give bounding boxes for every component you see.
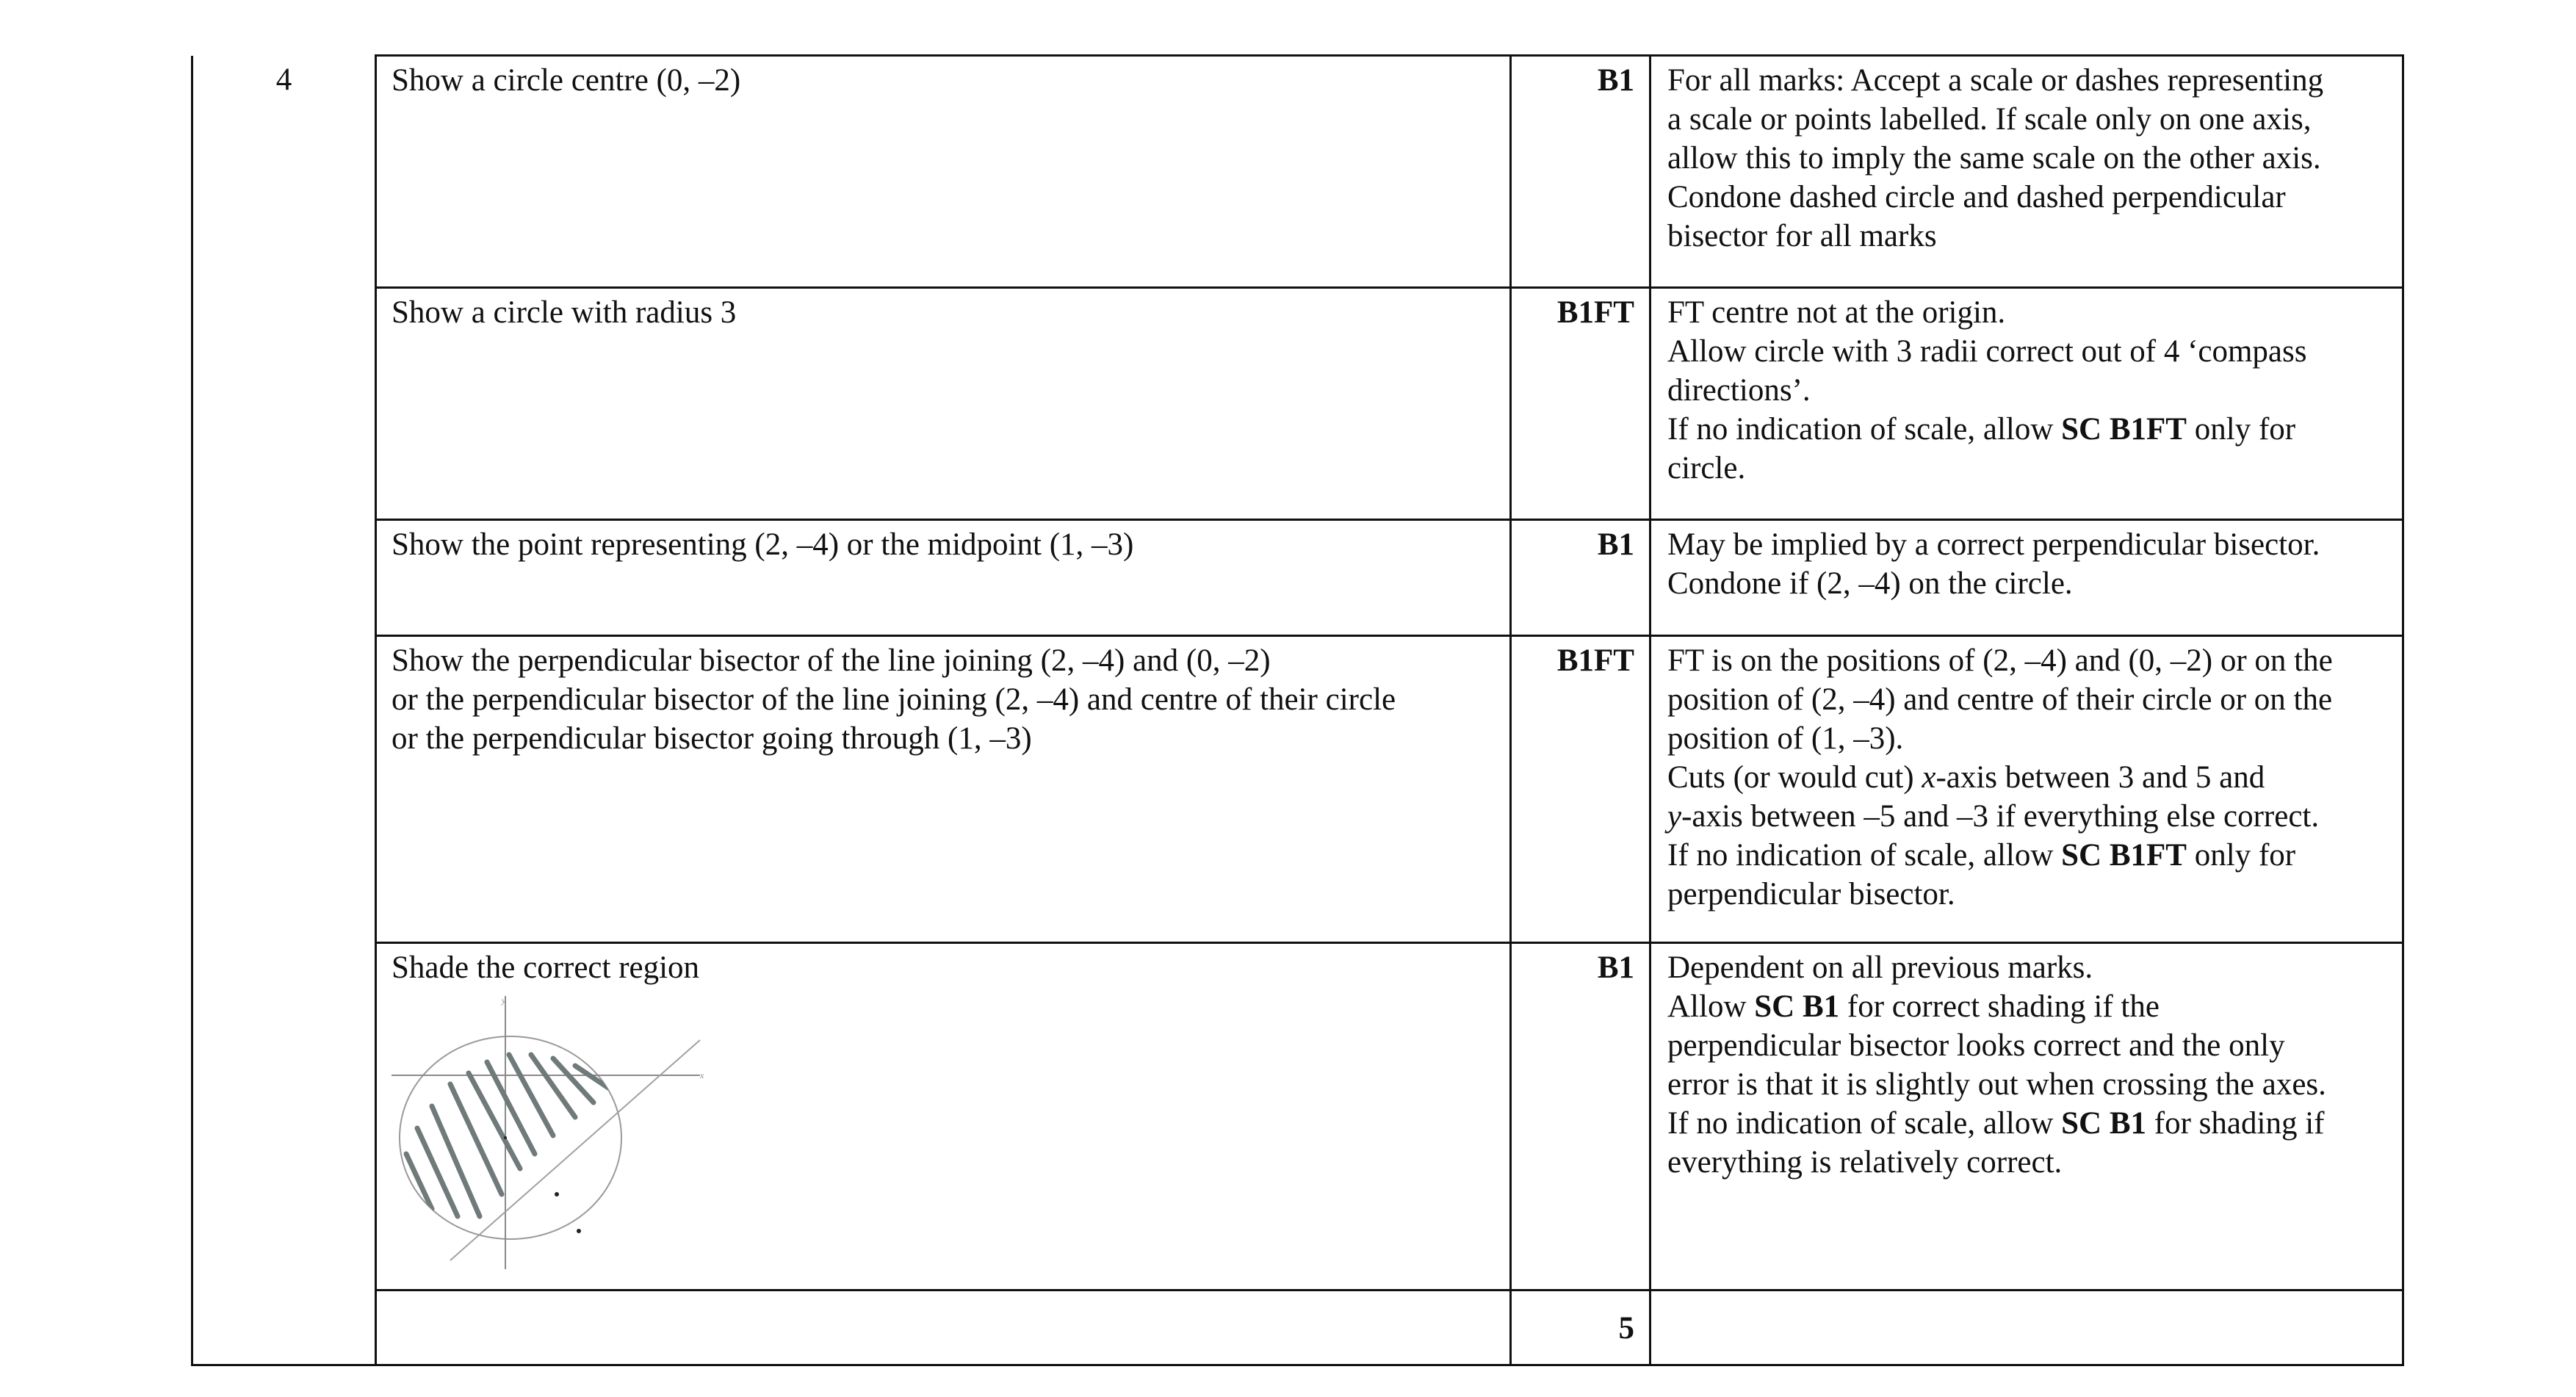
guidance-text: x [1922, 760, 1936, 795]
guidance-line [1667, 449, 2392, 488]
guidance-line [1667, 332, 2392, 371]
answer-line: Show the point representing (2, –4) or the midpoint (1, –3) [392, 527, 1134, 562]
guidance-line [1667, 371, 2392, 410]
mark-code: B1 [1597, 63, 1634, 98]
x-axis-label: x [700, 1070, 704, 1080]
guidance-text: Cuts (or would cut) [1667, 760, 1922, 795]
shaded-region-sketch-icon [392, 996, 722, 1275]
total-row [192, 1290, 2403, 1365]
guidance-text: SC B1 [1754, 989, 1840, 1024]
guidance-text: for shading if [2146, 1106, 2325, 1141]
guidance-text: perpendicular bisector looks correct and the only [1667, 1028, 2285, 1063]
guidance-text: SC B1FT [2061, 838, 2187, 873]
guidance-line [1667, 61, 2392, 100]
guidance-line [1667, 758, 2392, 797]
guidance-text: perpendicular bisector. [1667, 877, 1955, 912]
guidance-text: For all marks: Accept a scale or dashes representing [1667, 63, 2324, 98]
guidance-cell-empty [1650, 1290, 2403, 1365]
bisector-line [450, 1040, 700, 1260]
guidance-text: SC B1FT [2061, 412, 2187, 447]
guidance-line [1667, 100, 2392, 139]
guidance-line [1667, 719, 2392, 758]
mark-code: B1FT [1556, 295, 1634, 330]
guidance-text: Allow circle with 3 radii correct out of 4 ‘compass [1667, 334, 2307, 369]
guidance-text: only for [2187, 838, 2296, 873]
guidance-line [1667, 217, 2392, 256]
question-number [192, 56, 376, 1365]
guidance-text: everything is relatively correct. [1667, 1145, 2063, 1180]
centre-dot [504, 1136, 507, 1139]
guidance-text: SC B1 [2061, 1106, 2147, 1141]
guidance-text: If no indication of scale, allow [1667, 412, 2062, 447]
guidance-line [1667, 680, 2392, 719]
guidance-line [1667, 293, 2392, 332]
guidance-line [1667, 948, 2392, 987]
guidance-text: position of (2, –4) and centre of their circle or on the [1667, 682, 2333, 717]
answer-cell [376, 636, 1511, 943]
guidance-cell [1650, 943, 2403, 1290]
guidance-line [1667, 836, 2392, 875]
answer-line: or the perpendicular bisector going through (1, –3) [392, 721, 1032, 756]
total-mark: 5 [1618, 1311, 1634, 1346]
guidance-line [1667, 641, 2392, 680]
answer-line: Shade the correct region [392, 950, 700, 985]
guidance-text: If no indication of scale, allow [1667, 1106, 2062, 1141]
guidance-text: -axis between –5 and –3 if everything else correct. [1681, 799, 2320, 834]
guidance-line [1667, 178, 2392, 217]
guidance-cell [1650, 56, 2403, 288]
answer-line: or the perpendicular bisector of the line joining (2, –4) and centre of their circle [392, 682, 1396, 717]
guidance-cell [1650, 636, 2403, 943]
guidance-line [1667, 1026, 2392, 1065]
answer-cell [376, 943, 1511, 1290]
guidance-line [1667, 797, 2392, 836]
guidance-text: error is that it is slightly out when crossing the axes. [1667, 1067, 2326, 1102]
answer-cell [376, 520, 1511, 636]
guidance-text: y [1667, 799, 1682, 834]
mark-code: B1 [1597, 950, 1634, 985]
answer-line: Show a circle with radius 3 [392, 295, 737, 330]
guidance-line [1667, 1065, 2392, 1104]
guidance-line [1667, 987, 2392, 1026]
guidance-line [1667, 525, 2392, 564]
guidance-line [1667, 410, 2392, 449]
guidance-text: Allow [1667, 989, 1755, 1024]
guidance-cell [1650, 520, 2403, 636]
answer-cell-empty [376, 1290, 1511, 1365]
guidance-line [1667, 1143, 2392, 1182]
guidance-text: for correct shading if the [1839, 989, 2160, 1024]
guidance-line [1667, 564, 2392, 603]
guidance-text: If no indication of scale, allow [1667, 838, 2062, 873]
guidance-text: -axis between 3 and 5 and [1935, 760, 2265, 795]
mark-cell [1511, 943, 1650, 1290]
guidance-text: FT centre not at the origin. [1667, 295, 2006, 330]
mark-row [192, 288, 2403, 520]
point-dot [577, 1229, 581, 1233]
guidance-text: allow this to imply the same scale on the other axis. [1667, 141, 2321, 176]
mark-cell [1511, 56, 1650, 288]
answer-cell [376, 56, 1511, 288]
mark-row [192, 636, 2403, 943]
guidance-text: Condone dashed circle and dashed perpendicular [1667, 180, 2286, 214]
mark-code: B1 [1597, 527, 1634, 562]
guidance-line [1667, 139, 2392, 178]
mark-cell [1511, 288, 1650, 520]
midpoint-dot [555, 1192, 559, 1196]
answer-cell [376, 288, 1511, 520]
mark-scheme-table [191, 54, 2404, 1366]
answer-line: Show a circle centre (0, –2) [392, 63, 741, 98]
guidance-text: position of (1, –3). [1667, 721, 1904, 756]
mark-row [192, 56, 2403, 288]
guidance-text: bisector for all marks [1667, 219, 1937, 253]
answer-line: Show the perpendicular bisector of the line joining (2, –4) and (0, –2) [392, 643, 1271, 678]
guidance-text: circle. [1667, 451, 1746, 485]
hatch-shading [406, 1055, 608, 1216]
guidance-cell [1650, 288, 2403, 520]
guidance-text: only for [2187, 412, 2296, 447]
guidance-text: Condone if (2, –4) on the circle. [1667, 566, 2073, 601]
mark-row [192, 943, 2403, 1290]
guidance-text: Dependent on all previous marks. [1667, 950, 2093, 985]
guidance-text: directions’. [1667, 373, 1811, 408]
mark-cell [1511, 520, 1650, 636]
guidance-line [1667, 875, 2392, 914]
mark-row [192, 520, 2403, 636]
guidance-line [1667, 1104, 2392, 1143]
mark-code: B1FT [1556, 643, 1634, 678]
guidance-text: FT is on the positions of (2, –4) and (0, –2) or on the [1667, 643, 2333, 678]
total-mark-cell [1511, 1290, 1650, 1365]
question-number-text: 4 [275, 62, 292, 97]
guidance-text: a scale or points labelled. If scale only on one axis, [1667, 102, 2312, 137]
y-axis-label: y [502, 996, 506, 1006]
mark-cell [1511, 636, 1650, 943]
guidance-text: May be implied by a correct perpendicular bisector. [1667, 527, 2320, 562]
